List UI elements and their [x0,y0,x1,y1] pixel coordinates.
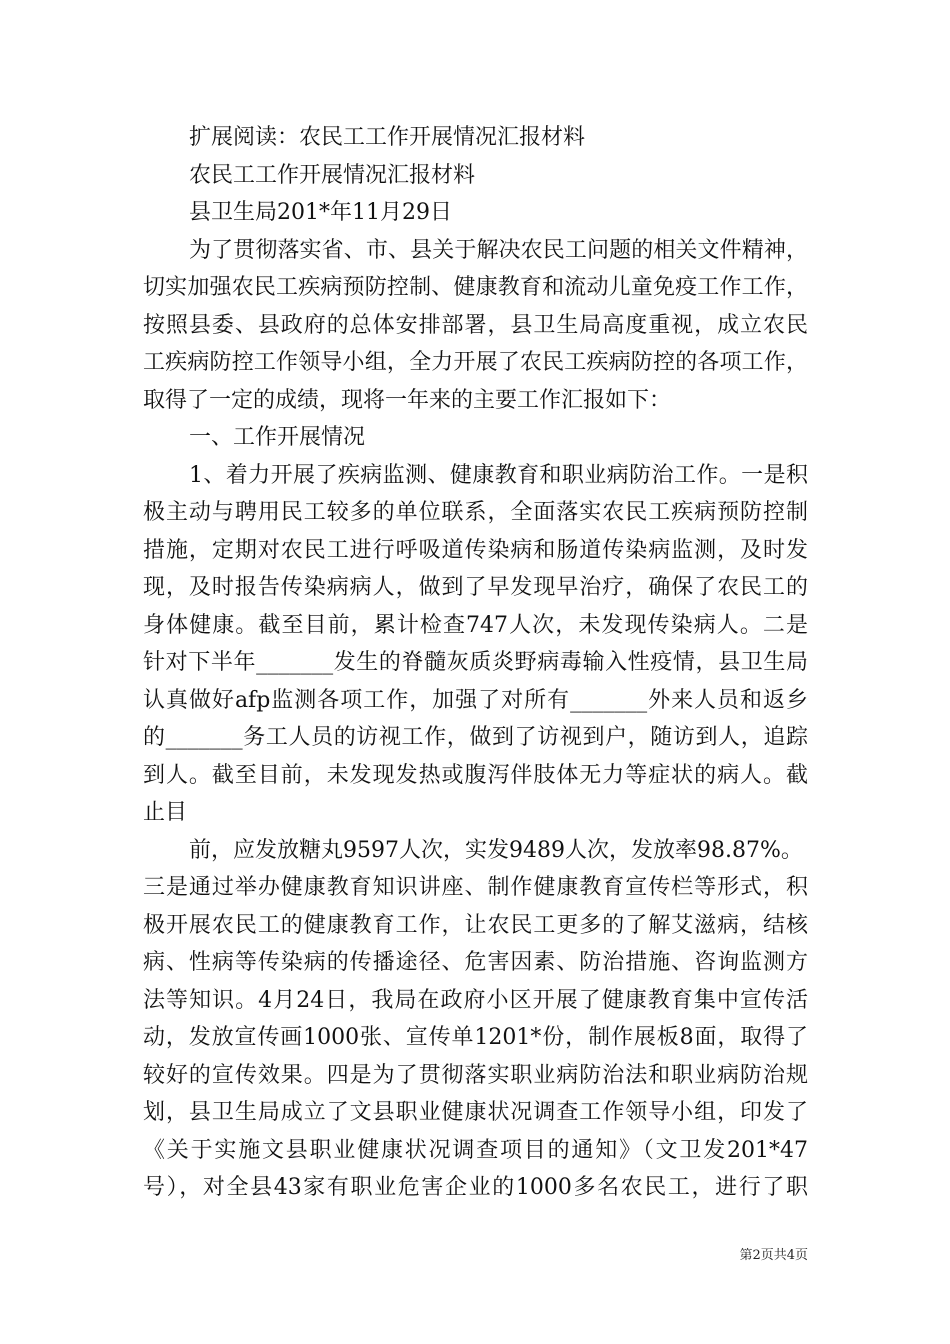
paragraph-line: 取得了一定的成绩，现将一年来的主要工作汇报如下： [143,387,672,413]
document-body [143,119,808,1207]
paragraph-line: 针对下半年_______发生的脊髓灰质炎野病毒输入性疫情，县卫生局 [143,650,808,675]
paragraph-line: 极开展农民工的健康教育工作，让农民工更多的了解艾滋病，结核 [143,912,808,938]
paragraph-line: 前，应发放糖丸9597人次，实发9489人次，发放率98.87%。 [189,837,803,863]
paragraph-line: 现，及时报告传染病病人，做到了早发现早治疗，确保了农民工的 [143,575,808,600]
paragraph-line: 的_______务工人员的访视工作，做到了访视到户，随访到人，追踪 [143,725,808,750]
paragraph-line: 按照县委、县政府的总体安排部署，县卫生局高度重视，成立农民 [143,312,808,338]
paragraph-line: 到人。截至目前，未发现发热或腹泻伴肢体无力等症状的病人。截 [143,762,808,788]
report-date: 县卫生局201*年11月29日 [189,200,452,225]
paragraph-line: 身体健康。截至目前，累计检查747人次，未发现传染病人。二是 [143,612,808,638]
report-title: 农民工工作开展情况汇报材料 [189,162,476,188]
paragraph-line: 号），对全县43家有职业危害企业的1000多名农民工，进行了职 [143,1175,808,1200]
paragraph-line: 动，发放宣传画1000张、宣传单1201*份，制作展板8面，取得了 [143,1025,808,1050]
paragraph-line: 划，县卫生局成立了文县职业健康状况调查工作领导小组，印发了 [143,1100,808,1125]
paragraph-line: 三是通过举办健康教育知识讲座、制作健康教育宣传栏等形式，积 [143,875,808,900]
paragraph-line: 较好的宣传效果。四是为了贯彻落实职业病防治法和职业病防治规 [143,1062,808,1088]
paragraph-line: 《关于实施文县职业健康状况调查项目的通知》（文卫发201*47 [143,1137,808,1163]
paragraph-line: 止目 [143,800,188,825]
paragraph-line: 认真做好afp监测各项工作，加强了对所有_______外来人员和返乡 [143,687,808,713]
section-heading: 一、工作开展情况 [189,425,366,450]
page-number: 第2页共4页 [739,1248,808,1263]
paragraph-line: 为了贯彻落实省、市、县关于解决农民工问题的相关文件精神， [189,237,808,263]
paragraph-line: 病、性病等传染病的传播途径、危害因素、防治措施、咨询监测方 [143,950,808,975]
paragraph-line: 切实加强农民工疾病预防控制、健康教育和流动儿童免疫工作工作， [143,275,808,300]
paragraph-line: 法等知识。4月24日，我局在政府小区开展了健康教育集中宣传活 [143,987,808,1013]
paragraph-line: 极主动与聘用民工较多的单位联系，全面落实农民工疾病预防控制 [143,500,808,525]
paragraph-line: 工疾病防控工作领导小组，全力开展了农民工疾病防控的各项工作， [143,350,808,375]
reading-heading: 扩展阅读：农民工工作开展情况汇报材料 [189,125,586,150]
paragraph-line: 1、着力开展了疾病监测、健康教育和职业病防治工作。一是积 [189,462,808,488]
paragraph-line: 措施，定期对农民工进行呼吸道传染病和肠道传染病监测，及时发 [143,537,808,563]
